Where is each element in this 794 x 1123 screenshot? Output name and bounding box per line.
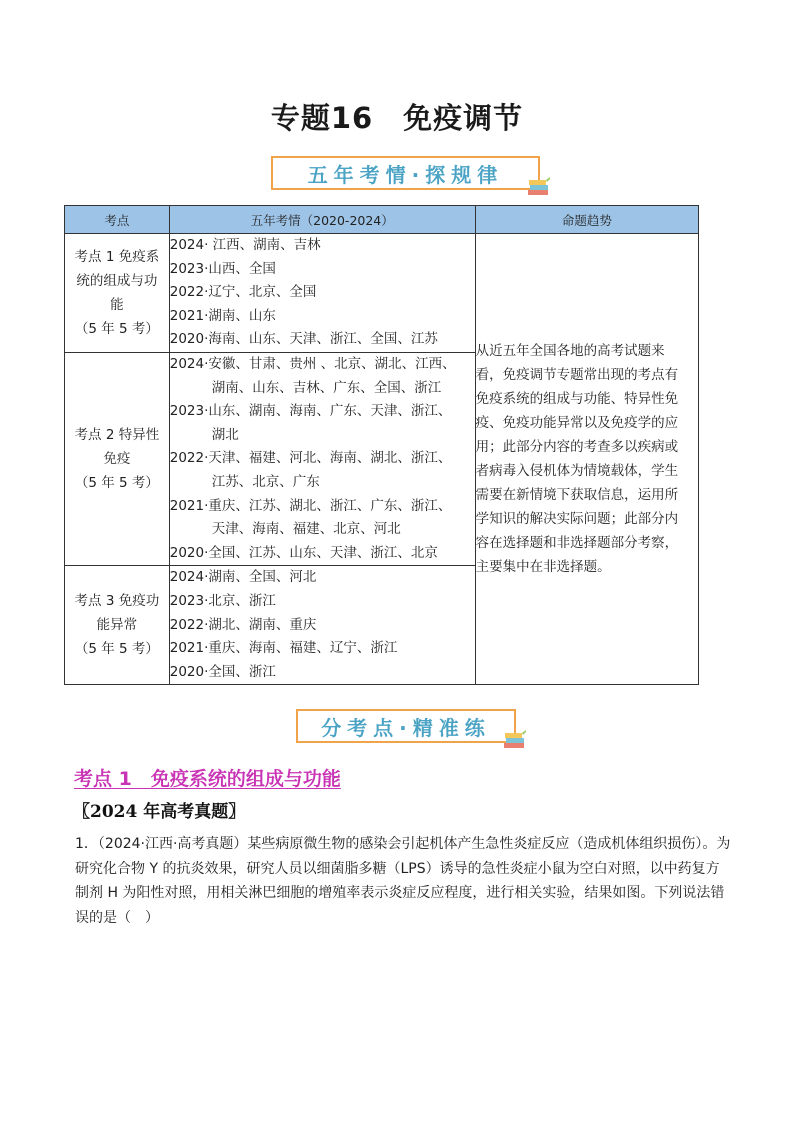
year-line: 湖南、山东、吉林、广东、全国、浙江	[211, 379, 442, 396]
question-line: 制剂 H 为阳性对照，用相关淋巴细胞的增殖率表示炎症反应程度，进行相关实验，结果如图。下列说法错	[75, 885, 725, 901]
trend-line: 免疫系统的组成与功能、特异性免	[475, 391, 679, 408]
year-line: 2023·北京、浙江	[169, 592, 276, 609]
year-line: 2020·全国、浙江	[169, 663, 276, 680]
sub-heading: 〖2024 年高考真题〗	[73, 802, 246, 822]
year-line: 2022·辽宁、北京、全国	[169, 284, 317, 301]
year-line: 2023·山东、湖南、海南、广东、天津、浙江、	[169, 403, 452, 420]
years-cell	[169, 566, 475, 685]
question-line: 研究化合物 Y 的抗炎效果，研究人员以细菌脂多糖（LPS）诱导的急性炎症小鼠为空白对照，以中药复方	[75, 860, 720, 877]
banner-five-year-label: 五年考情·探规律	[307, 162, 504, 187]
year-line: 2020·海南、山东、天津、浙江、全国、江苏	[169, 331, 438, 348]
year-line: 2022·湖北、湖南、重庆	[169, 616, 317, 633]
year-line: 2024·安徽、甘肃、贵州 、北京、湖北、江西、	[169, 355, 456, 372]
topic-line: 考点 1 免疫系	[74, 248, 160, 265]
year-line: 2022·天津、福建、河北、海南、湖北、浙江、	[169, 450, 452, 467]
header-trend: 命题趋势	[475, 206, 698, 234]
year-line: 2020·全国、江苏、山东、天津、浙江、北京	[169, 544, 438, 561]
banner-by-topic	[296, 709, 516, 743]
year-line: 2023·山西、全国	[169, 260, 276, 277]
year-line: 天津、海南、福建、北京、河北	[211, 521, 401, 538]
exam-analysis-table	[64, 205, 699, 685]
table-header-row	[65, 206, 699, 234]
trend-line: 从近五年全国各地的高考试题来	[475, 343, 665, 360]
topic-line: 统的组成与功	[76, 272, 158, 289]
topic-line: 能异常	[96, 617, 138, 634]
topic-line: （5 年 5 考）	[74, 320, 159, 337]
header-topic: 考点	[65, 206, 170, 234]
page-title: 专题16 免疫调节	[270, 101, 524, 135]
trend-line: 看，免疫调节专题常出现的考点有	[475, 367, 679, 384]
year-line: 2021·重庆、江苏、湖北、浙江、广东、浙江、	[169, 497, 452, 514]
years-cell	[169, 234, 475, 353]
banner-five-year	[271, 156, 540, 190]
topic-line: 免疫	[103, 451, 131, 468]
topic-line: （5 年 5 考）	[74, 641, 159, 658]
question-1	[75, 832, 731, 930]
trend-line: 者病毒入侵机体为情境载体，学生	[475, 463, 679, 480]
trend-line: 学知识的解决实际问题；此部分内	[475, 511, 679, 528]
year-line: 湖北	[211, 426, 239, 443]
section-heading: 考点 1 免疫系统的组成与功能	[74, 768, 341, 790]
books-icon	[502, 729, 528, 751]
topic-line: 考点 2 特异性	[74, 427, 160, 444]
trend-line: 需要在新情境下获取信息，运用所	[475, 487, 679, 504]
books-icon	[526, 176, 552, 198]
year-line: 2024· 江西、湖南、吉林	[169, 237, 321, 253]
year-line: 2021·重庆、海南、福建、辽宁、浙江	[169, 640, 398, 657]
topic-line: （5 年 5 考）	[74, 475, 159, 492]
year-line: 2021·湖南、山东	[169, 307, 276, 324]
question-line: 误的是（ ）	[75, 909, 159, 926]
topic-cell	[65, 566, 170, 685]
topic-cell	[65, 352, 170, 565]
table-row	[65, 234, 699, 353]
banner-by-topic-label: 分考点·精准练	[321, 715, 491, 740]
trend-cell	[475, 234, 698, 685]
topic-line: 考点 3 免疫功	[74, 593, 160, 610]
trend-line: 容在选择题和非选择题部分考察，	[475, 535, 679, 552]
year-line: 2024·湖南、全国、河北	[169, 569, 317, 586]
year-line: 江苏、北京、广东	[211, 473, 320, 490]
topic-cell	[65, 234, 170, 353]
header-five-year: 五年考情（2020-2024）	[169, 206, 475, 234]
years-cell	[169, 352, 475, 565]
trend-line: 用；此部分内容的考查多以疾病或	[475, 439, 679, 456]
question-line: 1．（2024·江西·高考真题）某些病原微生物的感染会引起机体产生急性炎症反应（造成机体组织损伤）。为	[75, 836, 731, 852]
trend-line: 主要集中在非选择题。	[475, 559, 611, 576]
topic-line: 能	[110, 296, 124, 313]
trend-line: 疫、免疫功能异常以及免疫学的应	[475, 415, 679, 432]
